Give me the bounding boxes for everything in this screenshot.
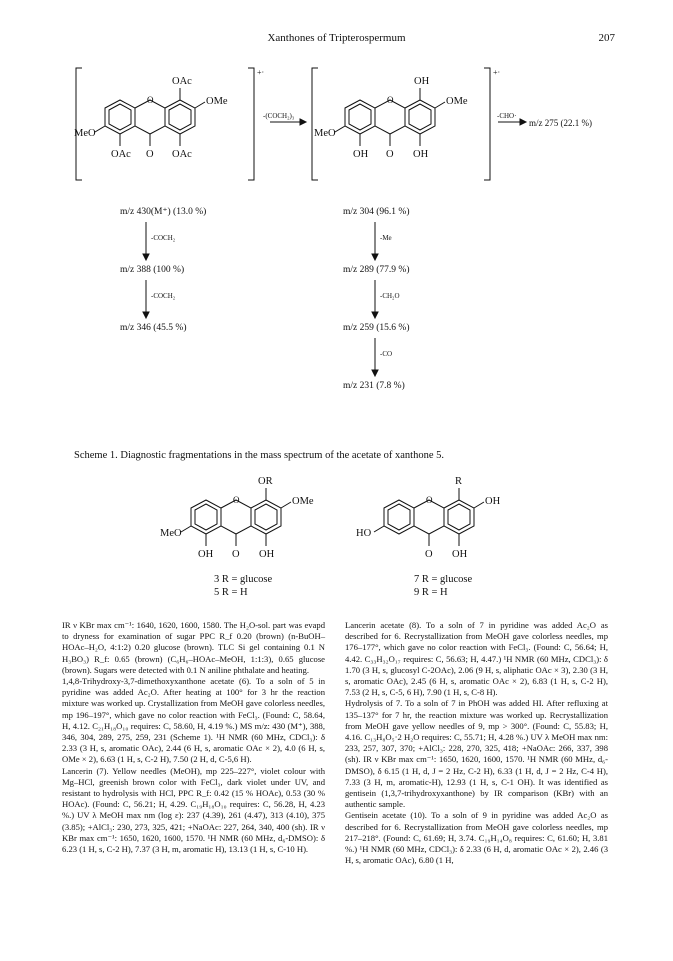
right-chain-2: m/z 289 (77.9 %) (343, 265, 410, 275)
main-arrow-label: -(COCH₂)₃ (263, 112, 295, 120)
left-column (62, 620, 325, 855)
right-chain-1: m/z 304 (96.1 %) (343, 207, 410, 217)
cr-sub-o: O (425, 549, 433, 560)
right-sub-top: OH (414, 76, 430, 87)
left-sub-meo: MeO (74, 128, 96, 139)
cl-label-3: 3 R = glucose (214, 574, 273, 585)
right-sub-bl: OH (353, 149, 369, 160)
right-paragraph-3: Gentisein acetate (10). To a soln of 9 in pyridine was added Ac₂O as described for 6. Recrystallization from MeOH gave colorless needles, mp 217–218°. (Found: C, 61.69; H, 3.74. C₁₉H₁₄O₈ requires: C, 61.60; H, 3.81 %.) ¹H NMR (60 MHz, CDCl₃): δ 2.33 (6 H, d, aromatic OAc × 2), 2.46 (3 H, s, aromatic OAc), 6.80 (1 H, (345, 810, 608, 866)
right-charge: +· (493, 68, 501, 77)
right-sub-meo: MeO (314, 128, 336, 139)
left-chain-1: m/z 430(M⁺) (13.0 %) (120, 207, 207, 217)
left-sub-top: OAc (172, 76, 192, 87)
cl-ring-o: O (233, 495, 240, 505)
right-chain-loss-2: -CH₂O (380, 292, 400, 300)
right-column (345, 620, 608, 866)
side-arrow-label: -CHO· (497, 112, 517, 120)
left-paragraph-3: Lancerin (7). Yellow needles (MeOH), mp 225–227°, violet colour with Mg–HCl, greenish brown color with FeCl₃, dark violet under UV, and resistant to hydrolysis with HCl, PPC R_f: 0.42 (15 % HOAc), 0.53 (30 % HOAc). (Found: C, 56.21; H, 4.29. C₁₉H₁₈O₁₀ requires: C, 56.28, H, 4.23 %.) UV λ MeOH max nm (log ε): 237 (4.39), 261 (4.47), 313 (4.10), 375 (3.85); +AlCl₃: 230, 273, 325, 421; +NaOAc: 227, 264, 340, 400 (sh). IR ν KBr max cm⁻¹: 1650, 1620, 1600, 1570. ¹H NMR (60 MHz, d₆-DMSO): δ 6.23 (1 H, s, C-2 H), 7.37 (3 H, m, aromatic H), 13.13 (1 H, s, C-10 H). (62, 765, 325, 855)
left-sub-ome: OMe (206, 96, 228, 107)
side-product: m/z 275 (22.1 %) (529, 118, 592, 128)
right-sub-ome: OMe (446, 96, 468, 107)
right-ring-o: O (387, 95, 394, 105)
cr-label-9: 9 R = H (414, 587, 448, 598)
right-bracket (312, 68, 490, 180)
scheme-caption: Scheme 1. Diagnostic fragmentations in the mass spectrum of the acetate of xanthone 5. (74, 450, 445, 461)
cl-sub-oh1: OH (198, 549, 214, 560)
left-paragraph-2: 1,4,8-Trihydroxy-3,7-dimethoxyxanthone acetate (6). To a soln of 5 in pyridine was added Ac₂O. After heating at 100° for 3 hr the reaction mixture was worked up. Crystallization from MeOH gave colorless needles, mp 196–197°, which gave no color reaction with FeCl₃. (Found: C, 58.64, H, 4.12. C₂₁H₁₈O₁₀ requires: C, 58.60, H, 4.19 %.) MS m/z: 430 (M⁺), 388, 346, 304, 289, 275, 259, 231 (Scheme 1). ¹H NMR (60 MHz, CDCl₃): δ 2.33 (3 H, s, aromatic OAc), 2.44 (6 H, s, aromatic OAc × 2), 4.0 (6 H, s, OMe × 2), 6.63 (1 H, s, C-2 H), 7.50 (2 H, d, C-5,6 H). (62, 676, 325, 765)
cr-sub-oh: OH (485, 496, 501, 507)
compound-structures (0, 470, 673, 605)
left-ring-o: O (147, 95, 154, 105)
right-chain-4: m/z 231 (7.8 %) (343, 381, 405, 391)
cl-label-5: 5 R = H (214, 587, 248, 598)
scheme-diagram (0, 50, 673, 490)
left-chain-loss-2: -COCH₂ (151, 292, 176, 300)
right-sub-o: O (386, 149, 394, 160)
right-paragraph-1: Lancerin acetate (8). To a soln of 7 in pyridine was added Ac₂O as described for 6. Recrystallization from MeOH gave colorless needles, mp 176–177°, which gave no color reaction with FeCl₃. (Found: C, 56.64; H, 4.42. C₃₃H₃₂O₁₇ requires: C, 56.63; H, 4.47.) ¹H NMR (60 MHz, CDCl₃): δ 1.70 (3 H, s, glucosyl C-2OAc), 2.06 (9 H, s, aliphatic OAc × 3), 2.30 (3 H, s, aromatic OAc), 2.45 (6 H, s, aromatic OAc × 2), 6.83 (1 H, s, C-2 H), 7.53 (2 H, s, C-5, 6 H), 7.90 (1 H, s, C-8 H). (345, 620, 608, 698)
left-chain-loss-1: -COCH₂ (151, 234, 176, 242)
left-paragraph-1: IR ν KBr max cm⁻¹: 1640, 1620, 1600, 1580. The H₂O-sol. part was evapd to dryness for examination of sugar PPC R_f 0.20 (brown) (n-BuOH–HOAc–H₂O, 4:1:2) 0.20 glucose (brown). TLC Si gel containing 0.1 N H₃BO₃) R_f: 0.65 (brown) (C₆H₆–HOAc–MeOH, 1:1:3), 0.65 glucose (brown). Sugars were detected with 0.1 N aniline phthalate and heating. (62, 620, 325, 675)
cr-label-7: 7 R = glucose (414, 574, 473, 585)
right-sub-br: OH (413, 149, 429, 160)
cl-sub-oh2: OH (259, 549, 275, 560)
cr-ring-o: O (426, 495, 433, 505)
left-chain-2: m/z 388 (100 %) (120, 265, 185, 275)
running-head (0, 32, 673, 48)
right-chain-loss-3: -CO (380, 350, 393, 358)
left-sub-br: OAc (172, 149, 192, 160)
cr-sub-r: R (455, 476, 463, 487)
left-sub-bl: OAc (111, 149, 131, 160)
left-sub-o: O (146, 149, 154, 160)
left-chain-3: m/z 346 (45.5 %) (120, 323, 187, 333)
right-chain-3: m/z 259 (15.6 %) (343, 323, 410, 333)
left-charge: +· (257, 68, 265, 77)
cl-sub-o: O (232, 549, 240, 560)
page-number: 207 (598, 32, 615, 44)
cr-sub-ho: HO (356, 528, 372, 539)
right-chain-loss-1: -Me (380, 234, 392, 242)
cl-sub-meo: MeO (160, 528, 182, 539)
running-title: Xanthones of Tripterospermum (267, 32, 406, 44)
cr-sub-oh2: OH (452, 549, 468, 560)
cl-sub-ome: OMe (292, 496, 314, 507)
cl-sub-or: OR (258, 476, 273, 487)
right-paragraph-2: Hydrolysis of 7. To a soln of 7 in PhOH was added HI. After refluxing at 135–137° for 7 hr, the reaction mixture was worked up. Recrystallization from MeOH gave yellow needles of 9, mp > 300°. (Found: C, 55.83; H, 4.16. C₁₃H₈O₅·2 H₂O requires: C, 55.71; H, 4.28 %.) UV λ MeOH max nm: 233, 257, 307, 370; +AlCl₃: 228, 270, 325, 418; +NaOAc: 266, 337, 398 (sh). IR ν KBr max cm⁻¹: 1650, 1620, 1600, 1570. ¹H NMR (60 MHz, d₆-DMSO), δ 6.15 (1 H, d, J = 2 Hz, C-2 H), 6.33 (1 H, d, J = 2 Hz, C-4 H), 7.33 (3 H, m, aromatic-H), 12.93 (1 H, s, C-1 OH). It was identified as gentisein (1,3,7-trihydroxyxanthone) by IR comparison (KBr) with an authentic sample. (345, 698, 608, 810)
right-chain-arrows (372, 222, 378, 376)
